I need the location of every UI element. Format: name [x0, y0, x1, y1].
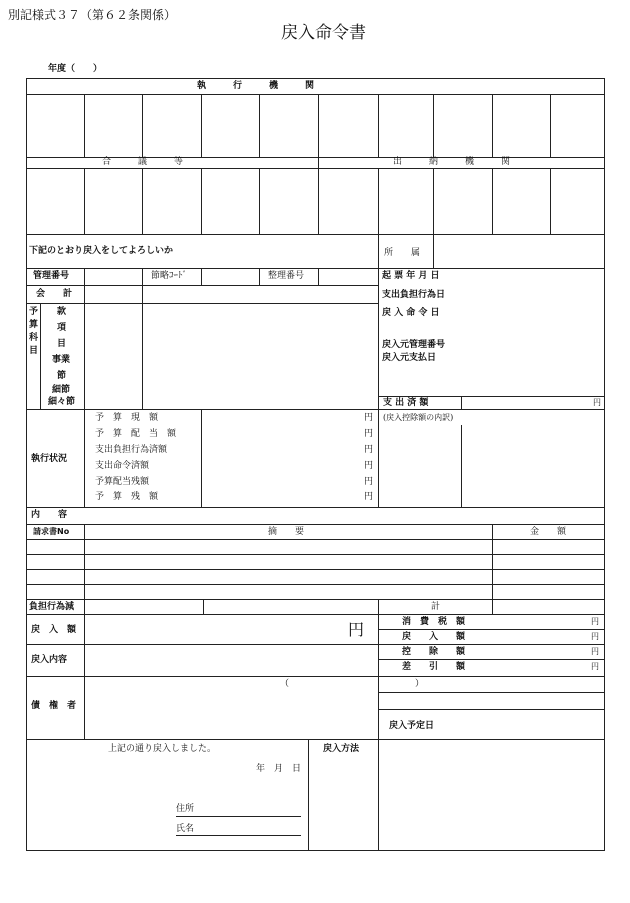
ref-no-field[interactable] — [320, 270, 376, 284]
exec-row-label: 予算配当残額 — [95, 477, 150, 487]
net-unit: 円 — [591, 662, 599, 671]
name-field[interactable] — [198, 821, 300, 834]
budget-subject-field[interactable] — [86, 305, 376, 407]
reduction-label: 負担行為減 — [29, 602, 75, 612]
abbr-code-label: 節略ｺｰﾄﾞ — [151, 271, 188, 281]
source-manage-no-label: 戻入元管理番号 — [382, 340, 446, 350]
manage-no-label: 管理番号 — [33, 271, 70, 281]
exec-row-unit: 円 — [364, 492, 374, 502]
department-field[interactable] — [435, 236, 603, 266]
address-field[interactable] — [198, 802, 300, 815]
accounting-field[interactable] — [144, 287, 376, 302]
execution-label: 執行状況 — [31, 454, 68, 464]
paid-label: 支 出 済 額 — [383, 398, 429, 408]
refund-method-label: 戻入方法 — [323, 744, 360, 754]
budget-item-saisaisetsu: 細々節 — [48, 397, 76, 407]
exec-row-label: 支出負担行為済額 — [95, 445, 168, 455]
refund-amount-field[interactable] — [86, 616, 342, 642]
budget-item-setsu: 節 — [57, 371, 67, 381]
refund-amt-unit: 円 — [591, 632, 599, 641]
exec-row-label: 予 算 現 額 — [95, 413, 159, 423]
table-row[interactable] — [28, 586, 603, 598]
completion-date: 年 月 日 — [256, 764, 302, 774]
tax-unit: 円 — [591, 617, 599, 626]
exec-row-unit: 円 — [364, 413, 374, 423]
budget-subject-char: 目 — [29, 346, 39, 356]
address-label: 住所 — [176, 804, 195, 814]
refund-amount-label: 戻 入 額 — [31, 625, 77, 635]
budget-item-moku: 目 — [57, 339, 67, 349]
net-label: 差 引 額 — [402, 662, 466, 672]
tax-label: 消 費 税 額 — [402, 617, 466, 627]
budget-subject-char: 予 — [29, 307, 39, 317]
col-amount: 金 額 — [530, 527, 567, 537]
exec-row-label: 予 算 配 当 額 — [95, 429, 177, 439]
accounting-label: 会 計 — [36, 289, 73, 299]
request-text: 下記のとおり戻入をしてよろしいか — [29, 246, 174, 256]
content-field[interactable] — [86, 509, 603, 523]
form-title: 戻入命令書 — [281, 23, 366, 43]
table-row[interactable] — [28, 571, 603, 583]
issue-date-label: 起 票 年 月 日 — [382, 271, 440, 281]
budget-item-saisetsu: 細節 — [52, 385, 71, 395]
budget-item-project: 事業 — [52, 355, 71, 365]
refund-amt-label: 戻 入 額 — [402, 632, 466, 642]
content-label: 内 容 — [31, 510, 68, 520]
refund-yen: 円 — [348, 620, 365, 639]
total-label: 計 — [431, 602, 441, 612]
manage-no-field[interactable] — [86, 270, 140, 284]
exec-row-unit: 円 — [364, 429, 374, 439]
name-label: 氏名 — [176, 824, 195, 834]
treasury-header: 出 納 機 関 — [393, 157, 511, 167]
budget-subject-char: 算 — [29, 320, 39, 330]
exec-org-header: 執 行 機 関 — [197, 81, 315, 91]
scheduled-date-label: 戻入予定日 — [389, 721, 435, 731]
creditor-paren: （ ） — [280, 679, 425, 689]
exec-row-unit: 円 — [364, 477, 374, 487]
exec-row-unit: 円 — [364, 461, 374, 471]
source-pay-date-label: 戻入元支払日 — [382, 353, 437, 363]
table-row[interactable] — [28, 541, 603, 553]
refund-content-label: 戻入内容 — [31, 655, 68, 665]
refund-method-field[interactable] — [380, 741, 603, 849]
col-summary: 摘 要 — [268, 527, 305, 537]
exec-row-unit: 円 — [364, 445, 374, 455]
col-invoice: 請求書No — [33, 527, 70, 536]
abbr-code-field[interactable] — [203, 270, 257, 284]
order-date-label: 戻 入 命 令 日 — [382, 308, 440, 318]
budget-item-kou: 項 — [57, 323, 67, 333]
creditor-field[interactable] — [86, 692, 376, 737]
budget-item-kan: 款 — [57, 307, 67, 317]
completion-statement: 上記の通り戻入しました。 — [108, 744, 217, 754]
form-number: 別記様式３７（第６２条関係） — [8, 8, 177, 22]
department-label: 所 属 — [384, 248, 421, 258]
table-row[interactable] — [28, 556, 603, 568]
deduct-unit: 円 — [591, 647, 599, 656]
refund-content-field[interactable] — [86, 646, 376, 674]
budget-subject-char: 科 — [29, 333, 39, 343]
ref-no-label: 整理番号 — [268, 271, 305, 281]
deduct-label: 控 除 額 — [402, 647, 466, 657]
commit-date-label: 支出負担行為日 — [382, 290, 446, 300]
exec-row-label: 予 算 残 額 — [95, 492, 159, 502]
fiscal-year-label: 年度（ ） — [48, 64, 103, 74]
creditor-label: 債 権 者 — [31, 701, 77, 711]
exec-row-label: 支出命令済額 — [95, 461, 150, 471]
council-header: 合 議 等 — [102, 157, 184, 167]
paid-unit: 円 — [593, 398, 601, 407]
deduction-note: (戻入控除額の内訳) — [383, 413, 454, 422]
